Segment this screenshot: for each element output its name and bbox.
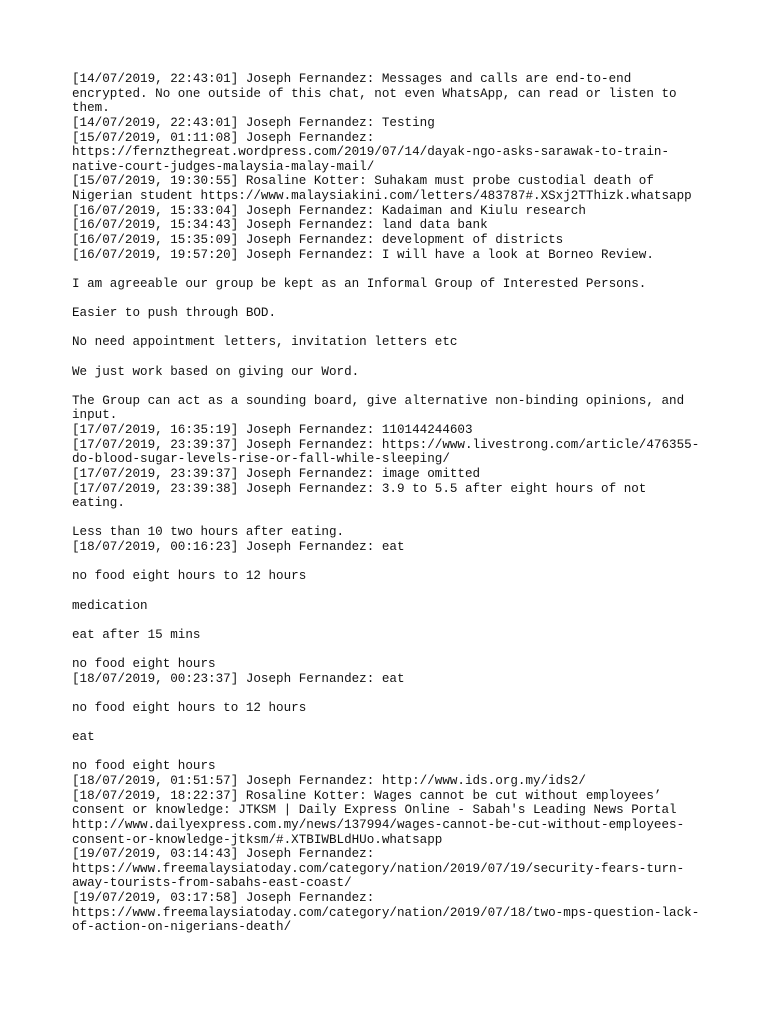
document-line: [19/07/2019, 03:14:43] Joseph Fernandez: — [72, 847, 375, 862]
document-line: [18/07/2019, 18:22:37] Rosaline Kotter: Wages cannot be cut without employees’ — [72, 788, 662, 803]
document-line — [72, 584, 712, 599]
document-line — [72, 511, 712, 526]
document-line — [72, 291, 712, 306]
document-line — [72, 350, 712, 365]
document-line: We just work based on giving our Word. — [72, 364, 360, 379]
document-line: away-tourists-from-sabahs-east-coast/ — [72, 876, 352, 891]
document-line — [72, 555, 712, 570]
document-line: [17/07/2019, 23:39:37] Joseph Fernandez: https://www.livestrong.com/article/476355- — [72, 437, 700, 452]
document-line: [18/07/2019, 00:23:37] Joseph Fernandez: eat — [72, 671, 405, 686]
document-line: eating. — [72, 496, 125, 511]
document-line: [17/07/2019, 23:39:38] Joseph Fernandez: 3.9 to 5.5 after eight hours of not — [72, 481, 647, 496]
document-line: [18/07/2019, 00:16:23] Joseph Fernandez: eat — [72, 540, 405, 554]
document-line: no food eight hours — [72, 657, 216, 671]
document-line — [72, 262, 712, 277]
document-line: [14/07/2019, 22:43:01] Joseph Fernandez: Messages and calls are end-to-end — [72, 72, 632, 86]
document-line: consent-or-knowledge-jtksm/#.XTBIWBLdHUo.whatsapp — [72, 832, 443, 847]
document-line: native-court-judges-malaysia-malay-mail/ — [72, 159, 375, 174]
document-line: encrypted. No one outside of this chat, not even WhatsApp, can read or listen to — [72, 86, 677, 101]
document-line: eat after 15 mins — [72, 627, 201, 642]
document-line: [17/07/2019, 16:35:19] Joseph Fernandez: 110144244603 — [72, 423, 473, 437]
document-line: input. — [72, 408, 118, 423]
document-line: [14/07/2019, 22:43:01] Joseph Fernandez: Testing — [72, 115, 435, 130]
document-line: eat — [72, 730, 95, 745]
document-line: [16/07/2019, 15:33:04] Joseph Fernandez: Kadaiman and Kiulu research — [72, 203, 586, 218]
document-line: no food eight hours to 12 hours — [72, 700, 307, 715]
document-line: I am agreeable our group be kept as an Informal Group of Interested Persons. — [72, 276, 647, 291]
document-line: no food eight hours — [72, 759, 216, 774]
document-line: https://www.freemalaysiatoday.com/category/nation/2019/07/19/security-fears-turn- — [72, 861, 685, 876]
document-line — [72, 686, 712, 701]
document-line: Easier to push through BOD. — [72, 306, 277, 320]
document-line: of-action-on-nigerians-death/ — [72, 920, 292, 935]
document-line: [16/07/2019, 15:35:09] Joseph Fernandez: development of districts — [72, 232, 564, 247]
document-line: [17/07/2019, 23:39:37] Joseph Fernandez: image omitted — [72, 466, 481, 481]
document-line: Less than 10 two hours after eating. — [72, 525, 345, 540]
document-line: them. — [72, 101, 110, 116]
document-line: medication — [72, 598, 148, 613]
document-line — [72, 321, 712, 336]
document-line: consent or knowledge: JTKSM | Daily Express Online - Sabah's Leading News Portal — [72, 803, 677, 818]
document-line — [72, 745, 712, 760]
document-line — [72, 379, 712, 394]
document-line — [72, 613, 712, 628]
document-line: https://fernzthegreat.wordpress.com/2019/07/14/dayak-ngo-asks-sarawak-to-train- — [72, 145, 670, 160]
document-line: [15/07/2019, 01:11:08] Joseph Fernandez: — [72, 130, 375, 145]
document-line: No need appointment letters, invitation letters etc — [72, 335, 458, 350]
document-line — [72, 642, 712, 657]
document-line: The Group can act as a sounding board, give alternative non-binding opinions, and — [72, 393, 685, 408]
document-line: [18/07/2019, 01:51:57] Joseph Fernandez: http://www.ids.org.my/ids2/ — [72, 774, 586, 788]
document-line: [16/07/2019, 15:34:43] Joseph Fernandez: land data bank — [72, 218, 488, 233]
document-line: do-blood-sugar-levels-rise-or-fall-while-sleeping/ — [72, 452, 450, 467]
document-line: Nigerian student https://www.malaysiakini.com/letters/483787#.XSxj2TThizk.whatsapp — [72, 189, 692, 203]
document-line: https://www.freemalaysiatoday.com/category/nation/2019/07/18/two-mps-question-lack- — [72, 905, 700, 920]
document-page — [72, 72, 712, 935]
document-line: no food eight hours to 12 hours — [72, 569, 307, 584]
document-line: http://www.dailyexpress.com.my/news/137994/wages-cannot-be-cut-without-employees- — [72, 817, 685, 832]
document-line: [16/07/2019, 19:57:20] Joseph Fernandez: I will have a look at Borneo Review. — [72, 247, 654, 262]
document-line: [15/07/2019, 19:30:55] Rosaline Kotter: Suhakam must probe custodial death of — [72, 174, 654, 189]
document-line: [19/07/2019, 03:17:58] Joseph Fernandez: — [72, 891, 375, 905]
document-line — [72, 716, 712, 731]
